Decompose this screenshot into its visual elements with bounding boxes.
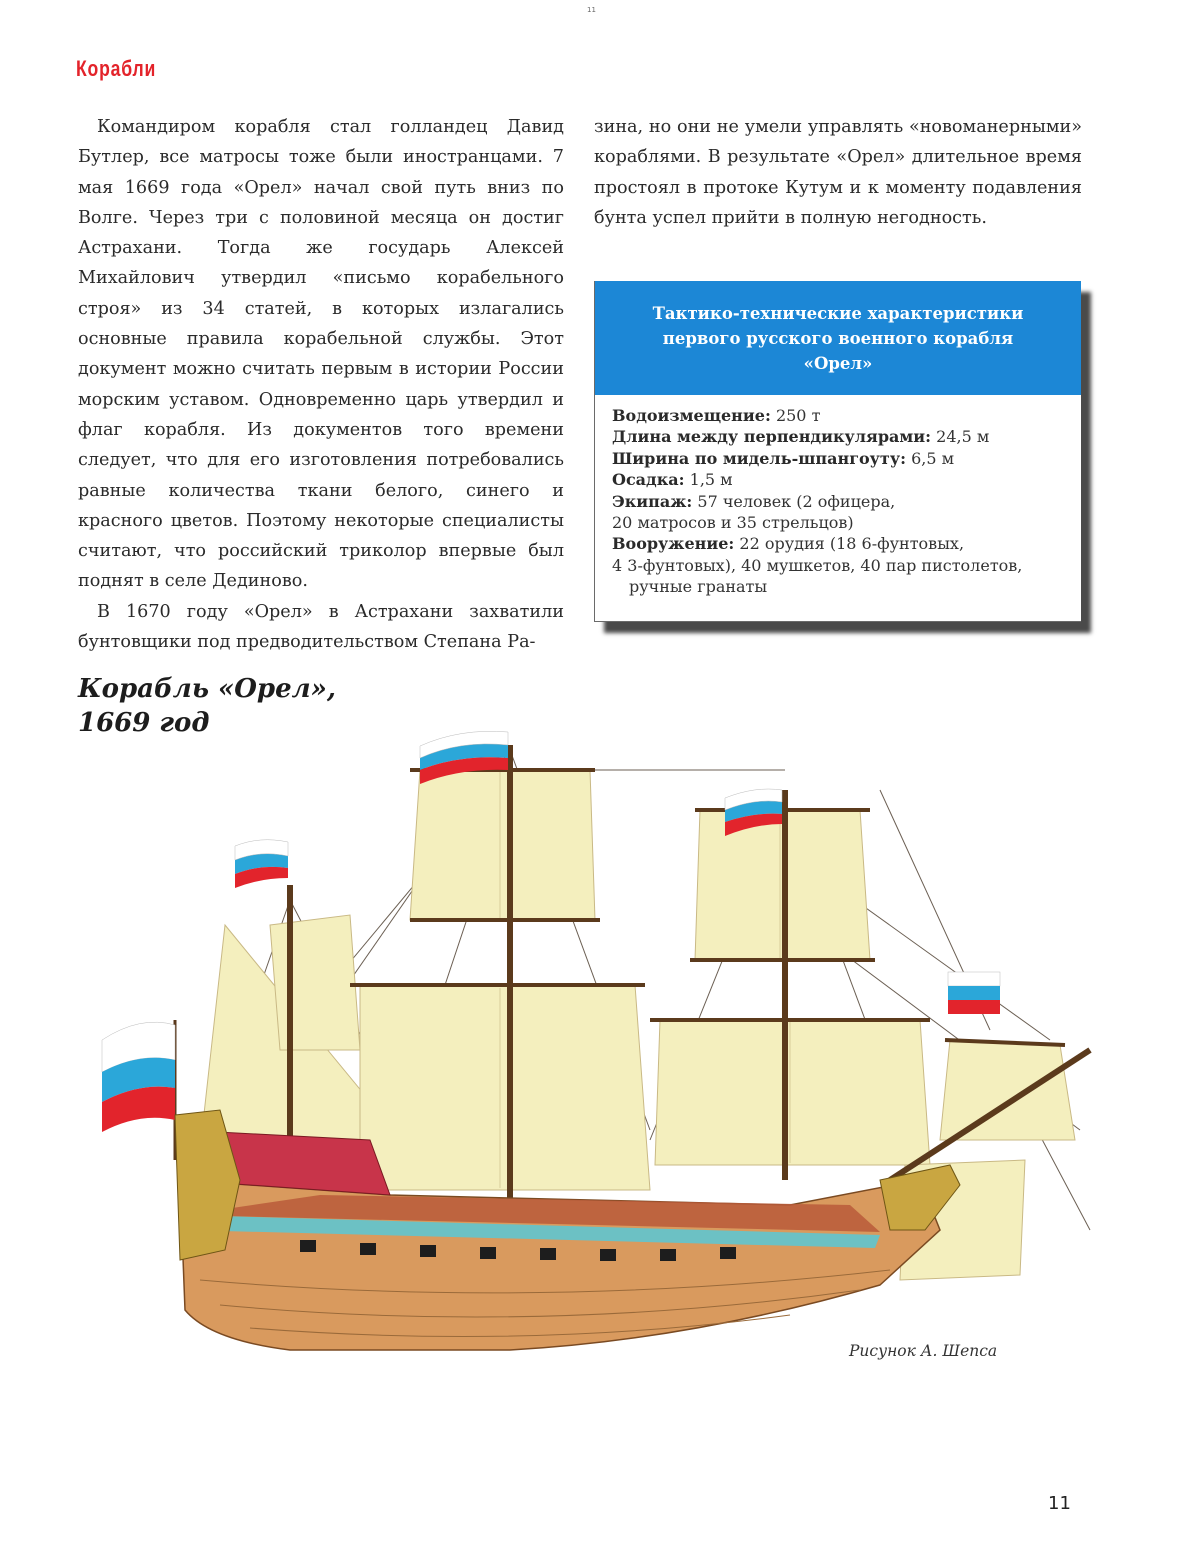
running-page-number: 11 bbox=[587, 6, 596, 14]
right-column bbox=[594, 112, 1082, 233]
stern-ensign-flag bbox=[102, 1020, 175, 1160]
paragraph: В 1670 году «Орел» в Астрахани захватили бунтовщики под предводительством Степана Ра- bbox=[78, 601, 564, 653]
spec-value: 22 орудия (18 6-фунтовых, bbox=[739, 534, 965, 554]
spec-item bbox=[612, 426, 1067, 447]
mizzen-top-sail bbox=[270, 915, 360, 1050]
section-title: Корабли bbox=[76, 56, 157, 81]
spec-item bbox=[612, 405, 1067, 426]
main-top-sail bbox=[410, 770, 595, 920]
spec-label: Экипаж: bbox=[612, 491, 693, 511]
spec-value: 1,5 м bbox=[689, 470, 733, 490]
specifications-list bbox=[595, 395, 1081, 598]
specifications-title: Тактико-технические характеристики первого русского военного корабля «Орел» bbox=[595, 281, 1081, 395]
ship-illustration bbox=[90, 710, 1110, 1370]
spec-item bbox=[612, 533, 1067, 597]
paragraph: Командиром корабля стал голландец Давид Бутлер, все матросы тоже были иностранцами. 7 мая 1669 года «Орел» начал свой путь вниз по Волге. Через три с половиной месяца он достиг Астрахани. Тогда же государь Алексей Михайлович утвердил «письмо корабельного строя» из 34 статей, в которых излагались основные правила корабельной службы. Этот документ можно считать первым в истории России морским уставом. Одновременно царь утвердил и флаг корабля. Из документов того времени следует, что для его изготовления потребовались равные количества ткани белого, синего и красного цветов. Поэтому некоторые специалисты считают, что российский триколор впервые был поднят в селе Дединово. bbox=[78, 117, 564, 592]
specifications-box bbox=[594, 281, 1081, 622]
spec-value: 57 человек (2 офицера, bbox=[697, 491, 896, 511]
spec-value-continued: 20 матросов и 35 стрельцов) bbox=[612, 513, 854, 533]
spec-label: Вооружение: bbox=[612, 534, 735, 554]
spec-value: 24,5 м bbox=[936, 427, 990, 447]
illustration-credit: Рисунок А. Шепса bbox=[849, 1342, 998, 1360]
page-number: 11 bbox=[1048, 1493, 1071, 1514]
spec-value: 250 т bbox=[775, 406, 821, 425]
figure-caption: Корабль «Орел», 1669 год bbox=[78, 674, 336, 738]
spec-item bbox=[612, 491, 1067, 534]
spec-label: Длина между перпендикулярами: bbox=[612, 427, 932, 447]
bow-jack-flag bbox=[948, 972, 1000, 1014]
spec-value: 6,5 м bbox=[911, 448, 955, 468]
main-course-sail bbox=[360, 985, 650, 1190]
spec-label: Водоизмещение: bbox=[612, 406, 771, 425]
spec-label: Осадка: bbox=[612, 470, 685, 490]
spec-item bbox=[612, 448, 1067, 469]
paragraph: зина, но они не умели управлять «новоманерными» кораблями. В результате «Орел» длительное время простоял в протоке Кутум и к моменту подавления бунта успел прийти в полную негодность. bbox=[594, 117, 1082, 228]
spec-item bbox=[612, 469, 1067, 490]
mizzen-pennant-flag bbox=[235, 840, 288, 888]
bowsprit-top-sail bbox=[940, 1040, 1075, 1140]
spec-value-continued: 4 3-фунтовых), 40 мушкетов, 40 пар пистолетов, ручные гранаты bbox=[612, 555, 1023, 597]
spec-label: Ширина по мидель-шпангоуту: bbox=[612, 448, 906, 468]
left-column bbox=[78, 112, 564, 657]
fore-course-sail bbox=[655, 1020, 930, 1165]
